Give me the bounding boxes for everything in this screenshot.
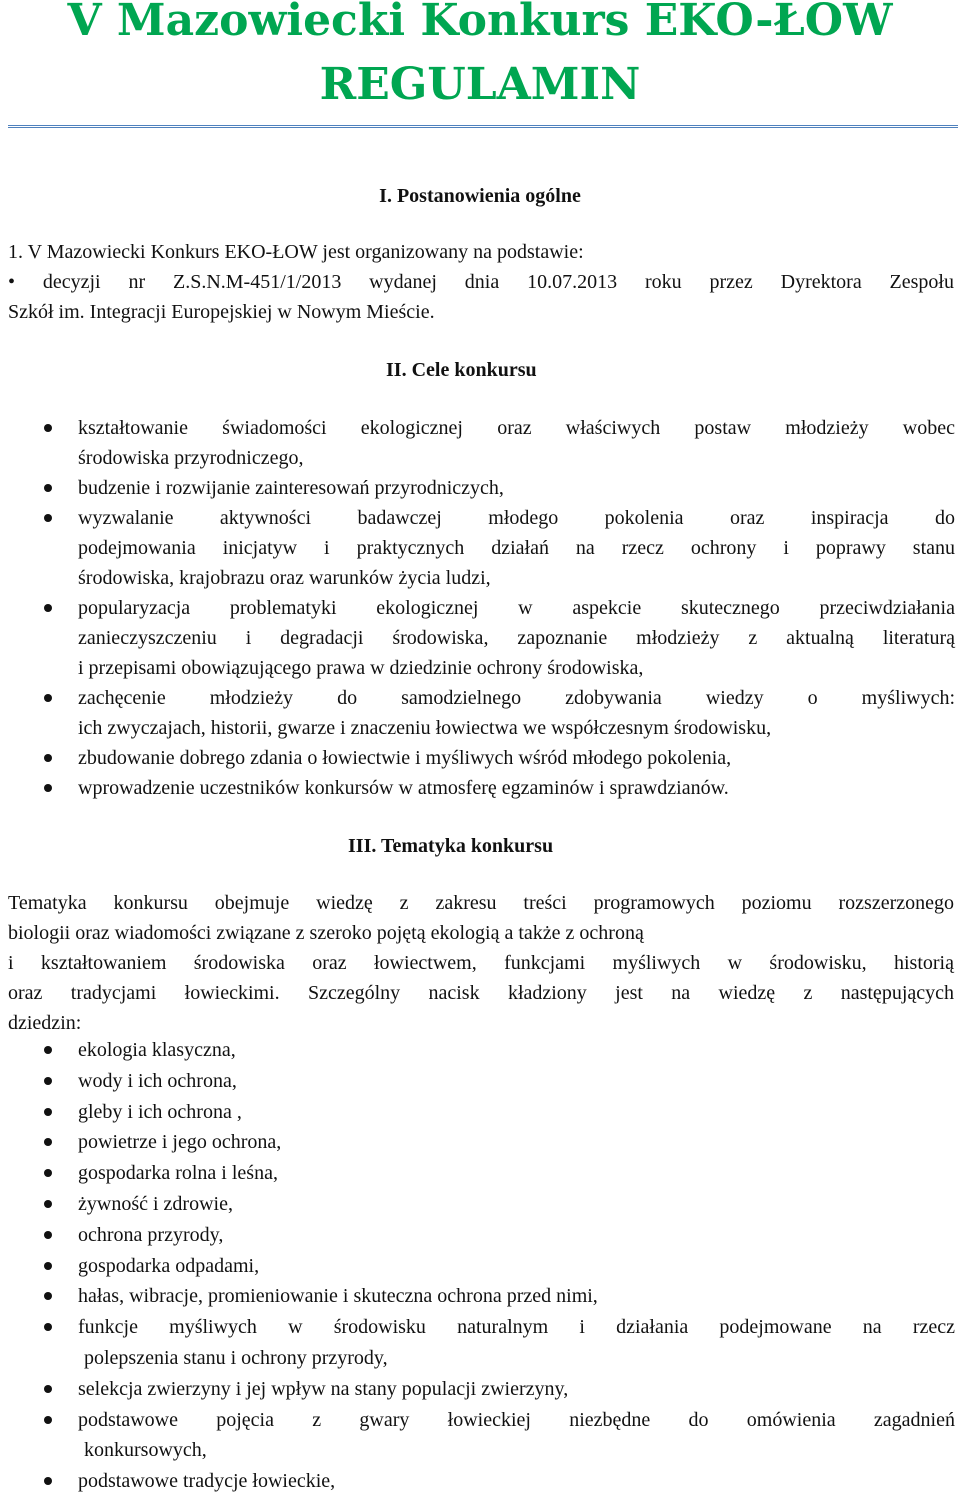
list-item-line: gleby i ich ochrona , — [78, 1100, 242, 1123]
list-item-line: ich zwyczajach, historii, gwarze i znaczeniu łowiectwa we współczesnym środowisku, — [78, 717, 772, 739]
list-item-line: budzenie i rozwijanie zainteresowań przyrodniczych, — [78, 477, 504, 499]
list-item-line: podejmowania inicjatyw i praktycznych działań na rzecz ochrony i poprawy stanu — [78, 537, 955, 559]
bullet-icon — [44, 754, 52, 762]
list-item-line: ekologia klasyczna, — [78, 1039, 236, 1061]
list-item-line: wody i ich ochrona, — [78, 1069, 237, 1092]
paragraph-line: biologii oraz wiadomości związane z szeroko pojętą ekologią a także z ochroną — [8, 922, 644, 944]
section1-line: Szkół im. Integracji Europejskiej w Nowym Mieście. — [8, 301, 435, 323]
list-item-line: selekcja zwierzyny i jej wpływ na stany populacji zwierzyny, — [78, 1377, 569, 1400]
list-item-line: wyzwalanie aktywności badawczej młodego pokolenia oraz inspiracja do — [78, 507, 955, 529]
list-item-line: zachęcenie młodzieży do samodzielnego zdobywania wiedzy o myśliwych: — [78, 687, 955, 709]
section1-heading: I. Postanowienia ogólne — [379, 185, 581, 207]
paragraph-line: oraz tradycjami łowieckimi. Szczególny nacisk kładziony jest na wiedzę z następujących — [8, 982, 954, 1004]
bullet-icon — [44, 424, 52, 432]
list-item-line: środowiska, krajobrazu oraz warunków życia ludzi, — [78, 567, 491, 589]
bullet-icon — [44, 1416, 52, 1424]
list-item-line: i przepisami obowiązującego prawa w dziedzinie ochrony środowiska, — [78, 657, 644, 679]
list-item-line: gospodarka rolna i leśna, — [78, 1162, 278, 1185]
list-item-line: polepszenia stanu i ochrony przyrody, — [84, 1347, 388, 1369]
bullet-icon — [44, 1323, 52, 1331]
list-item-line: podstawowe tradycje łowieckie, — [78, 1470, 336, 1493]
document-title-line1: V Mazowiecki Konkurs EKO-ŁOW — [67, 0, 893, 46]
list-item-line: żywność i zdrowie, — [78, 1193, 233, 1215]
paragraph-line: i kształtowaniem środowiska oraz łowiectwem, funkcjami myśliwych w środowisku, historią — [8, 952, 954, 974]
bullet-icon — [44, 1169, 52, 1177]
list-item-line: kształtowanie świadomości ekologicznej oraz właściwych postaw młodzieży wobec — [78, 417, 955, 439]
list-item-line: zanieczyszczeniu i degradacji środowiska, zapoznanie młodzieży z aktualną literaturą — [78, 627, 955, 649]
document-title-line2: REGULAMIN — [319, 59, 641, 110]
list-item-line: konkursowych, — [84, 1439, 207, 1462]
bullet-icon — [44, 1231, 52, 1239]
bullet-icon — [44, 1077, 52, 1085]
bullet-icon — [44, 1200, 52, 1208]
list-item-line: popularyzacja problematyki ekologicznej w aspekcie skutecznego przeciwdziałania — [78, 597, 955, 619]
bullet-icon — [44, 1108, 52, 1116]
bullet-icon — [44, 1046, 52, 1054]
bullet-icon — [44, 1292, 52, 1300]
bullet-icon — [44, 604, 52, 612]
bullet-icon — [44, 1138, 52, 1146]
list-item-line: hałas, wibracje, promieniowanie i skuteczna ochrona przed nimi, — [78, 1285, 598, 1308]
list-item-line: funkcje myśliwych w środowisku naturalnym i działania podejmowane na rzecz — [78, 1316, 955, 1339]
section3-heading: III. Tematyka konkursu — [348, 835, 554, 857]
list-item-line: ochrona przyrody, — [78, 1223, 224, 1246]
title-rule — [8, 125, 958, 128]
bullet-icon — [44, 784, 52, 792]
paragraph-line: dziedzin: — [8, 1012, 82, 1034]
list-item-line: zbudowanie dobrego zdania o łowiectwie i myśliwych wśród młodego pokolenia, — [78, 747, 732, 769]
list-item-line: wprowadzenie uczestników konkursów w atmosferę egzaminów i sprawdzianów. — [78, 777, 729, 799]
bullet-icon — [44, 694, 52, 702]
list-item-line: podstawowe pojęcia z gwary łowieckiej niezbędne do omówienia zagadnień — [78, 1408, 955, 1431]
section1-line: 1. V Mazowiecki Konkurs EKO-ŁOW jest organizowany na podstawie: — [8, 241, 584, 263]
bullet-icon — [44, 1477, 52, 1485]
bullet-icon — [44, 484, 52, 492]
section1-line: • decyzji nr Z.S.N.M-451/1/2013 wydanej dnia 10.07.2013 roku przez Dyrektora Zespołu — [8, 271, 954, 293]
bullet-icon — [44, 1262, 52, 1270]
bullet-icon — [44, 1385, 52, 1393]
paragraph-line: Tematyka konkursu obejmuje wiedzę z zakresu treści programowych poziomu rozszerzonego — [8, 892, 954, 914]
section2-heading: II. Cele konkursu — [386, 359, 537, 381]
list-item-line: powietrze i jego ochrona, — [78, 1131, 282, 1154]
list-item-line: środowiska przyrodniczego, — [78, 447, 304, 469]
list-item-line: gospodarka odpadami, — [78, 1254, 260, 1277]
bullet-icon — [44, 514, 52, 522]
